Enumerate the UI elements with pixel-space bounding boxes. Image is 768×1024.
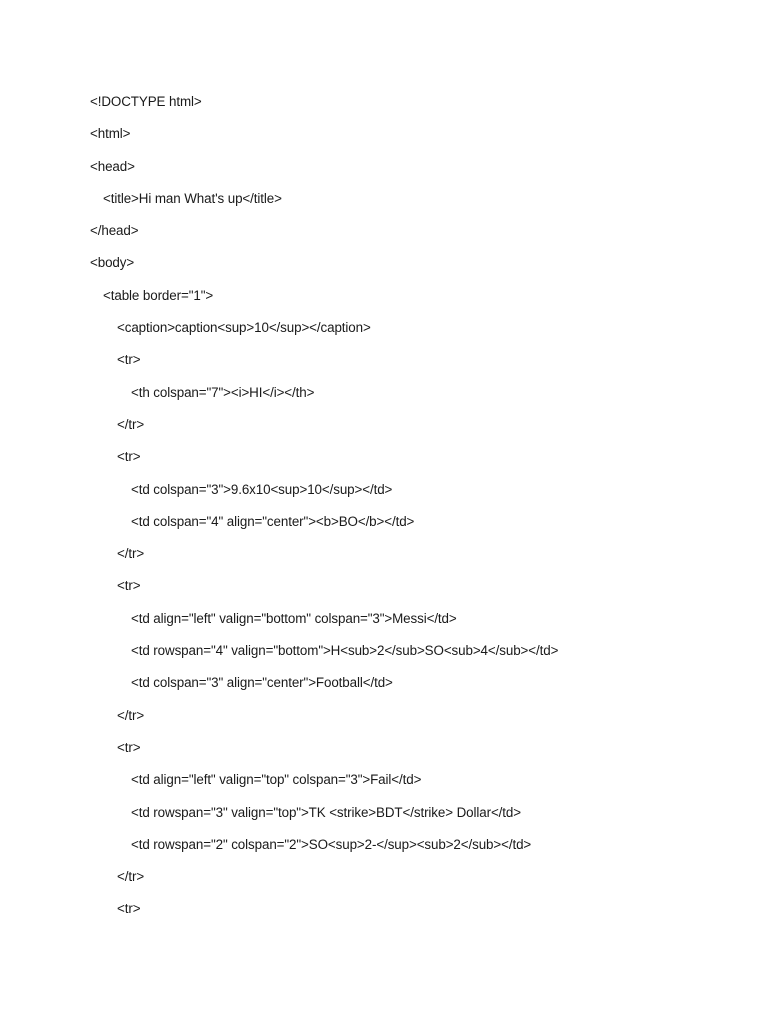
code-line-html-open: <html> xyxy=(90,126,131,142)
code-line-td-football: <td colspan="3" align="center">Football</td> xyxy=(131,675,393,691)
code-line-body-open: <body> xyxy=(90,255,135,271)
code-line-caption: <caption>caption<sup>10</sup></caption> xyxy=(117,320,371,336)
code-line-td-bo: <td colspan="4" align="center"><b>BO</b></td> xyxy=(131,513,415,529)
code-line-tr-close: </tr> xyxy=(117,869,145,885)
code-line-tr-open: <tr> xyxy=(117,901,141,917)
code-line-td-fail: <td align="left" valign="top" colspan="3">Fail</td> xyxy=(131,772,422,788)
code-line-title: <title>Hi man What's up</title> xyxy=(103,190,282,206)
code-line-td-messi: <td align="left" valign="bottom" colspan="3">Messi</td> xyxy=(131,610,457,626)
code-line-head-close: </head> xyxy=(90,223,139,239)
code-line-td-dollar: <td rowspan="3" valign="top">TK <strike>BDT</strike> Dollar</td> xyxy=(131,804,521,820)
code-line-table-open: <table border="1"> xyxy=(103,287,214,303)
code-line-head-open: <head> xyxy=(90,158,135,174)
code-listing xyxy=(90,92,750,932)
code-line-tr-close: </tr> xyxy=(117,416,145,432)
code-line-th-hi: <th colspan="7"><i>HI</i></th> xyxy=(131,384,315,400)
code-line-tr-open: <tr> xyxy=(117,352,141,368)
code-line-td-so2: <td rowspan="2" colspan="2">SO<sup>2-</sup><sub>2</sub></td> xyxy=(131,836,532,852)
code-line-tr-open: <tr> xyxy=(117,739,141,755)
code-line-tr-open: <tr> xyxy=(117,449,141,465)
code-line-doctype: <!DOCTYPE html> xyxy=(90,94,202,109)
code-line-tr-close: </tr> xyxy=(117,707,145,723)
code-line-tr-close: </tr> xyxy=(117,546,145,562)
code-line-tr-open: <tr> xyxy=(117,578,141,594)
code-line-td-number: <td colspan="3">9.6x10<sup>10</sup></td> xyxy=(131,481,393,497)
code-line-td-h2so4: <td rowspan="4" valign="bottom">H<sub>2</sub>SO<sub>4</sub></td> xyxy=(131,643,559,659)
